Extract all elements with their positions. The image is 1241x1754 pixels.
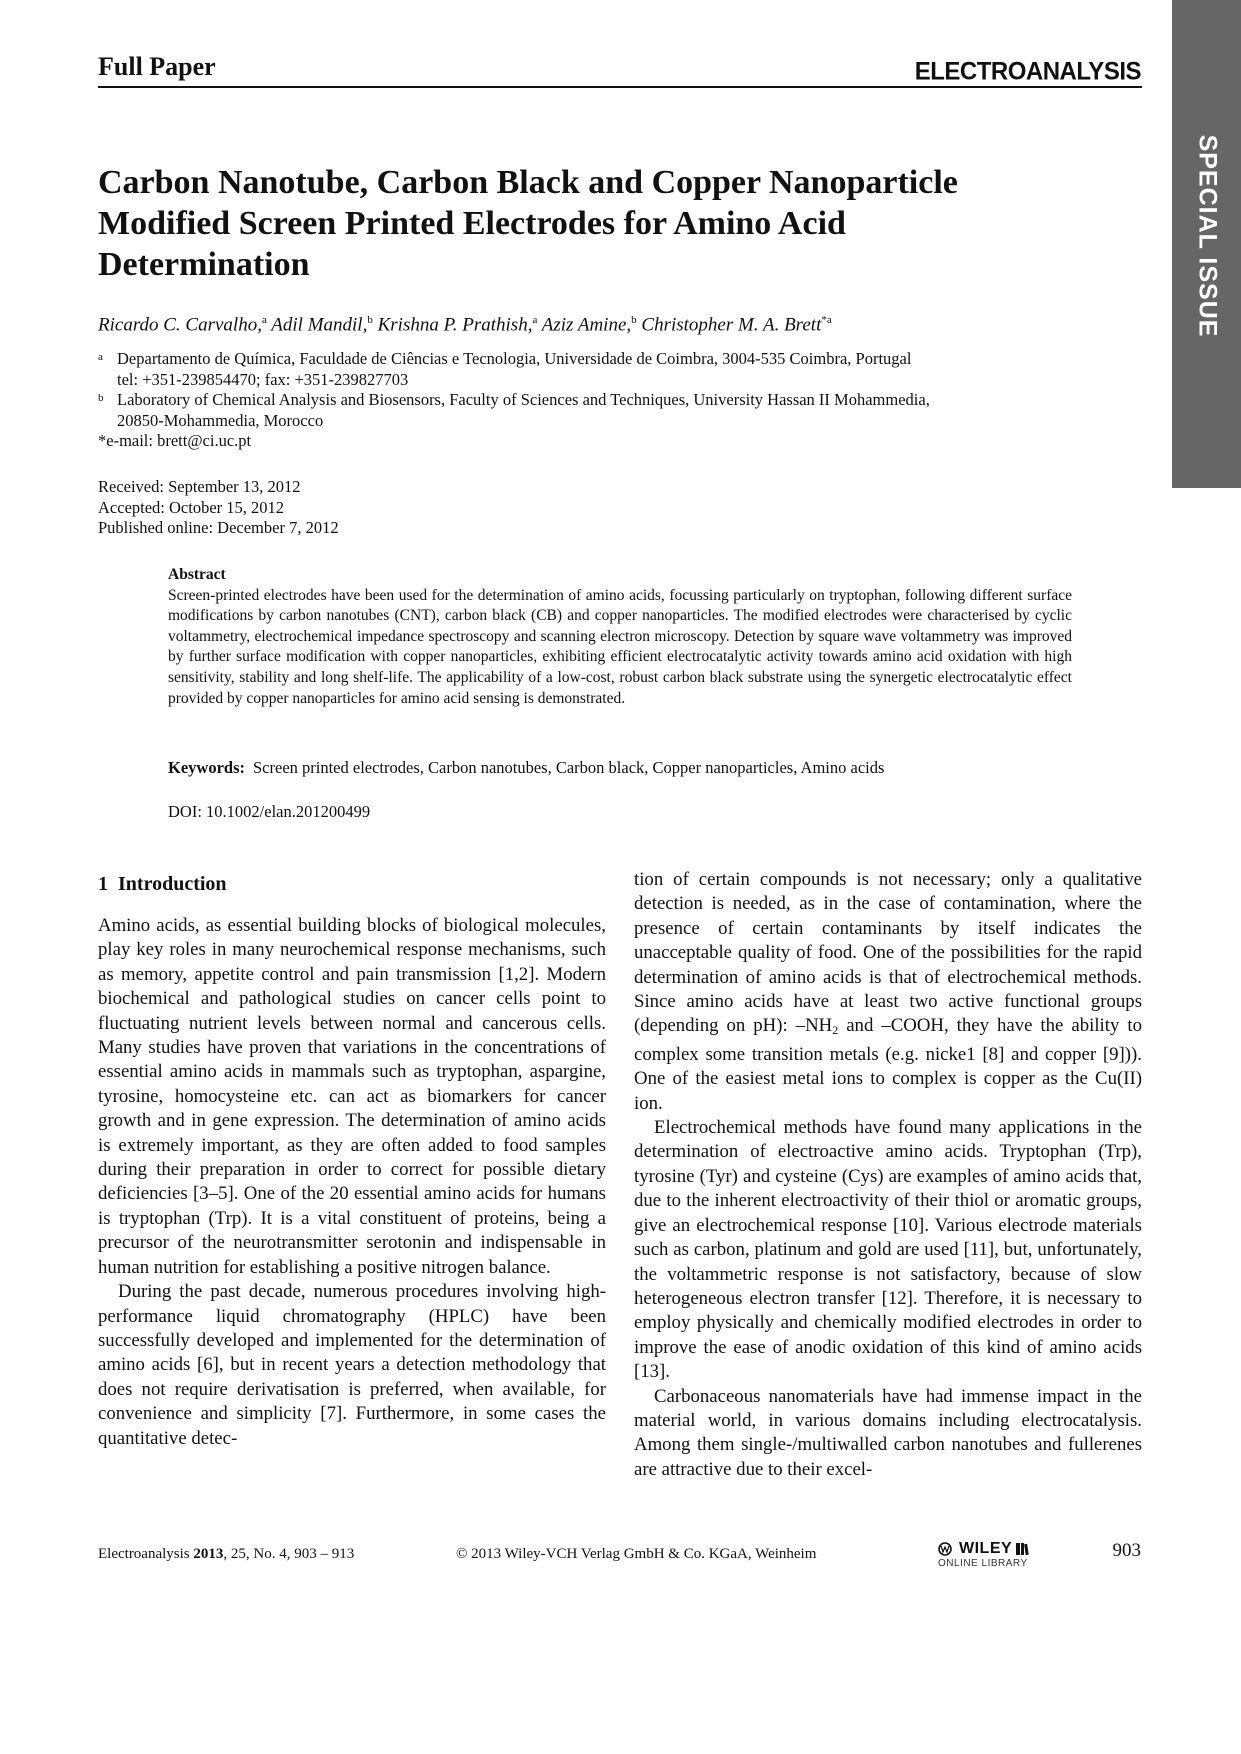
section-heading bbox=[98, 873, 227, 896]
journal-name: ELECTROANALYSIS bbox=[914, 57, 1141, 86]
article-dates bbox=[98, 477, 339, 539]
doi[interactable]: DOI: 10.1002/elan.201200499 bbox=[168, 802, 371, 821]
keywords-list: Screen printed electrodes, Carbon nanotubes, Carbon black, Copper nanoparticles, Amino acids bbox=[253, 758, 885, 777]
affiliation-a bbox=[98, 349, 1088, 390]
published-date: Published online: December 7, 2012 bbox=[98, 518, 339, 537]
author: Krishna P. Prathish, bbox=[377, 314, 533, 336]
email[interactable]: *e-mail: brett@ci.uc.pt bbox=[98, 431, 252, 450]
page-number: 903 bbox=[1112, 1540, 1141, 1561]
paragraph-part: tion of certain compounds is not necessary; only a qualitative detection is needed, as in the case of contamination, where the presence of certain contaminants by itself indicates the unacceptable quality of food. One of the possibilities for the rapid determination of amino acids is that of electrochemical methods. Since amino acids have at least two active functional groups (depending on pH): –NH bbox=[634, 869, 1142, 1037]
affiliation-mark: b bbox=[98, 392, 104, 404]
affiliation-line: Departamento de Química, Faculdade de Ciências e Tecnologia, Universidade de Coimbra, 3004-535 Coimbra, Portugal bbox=[117, 349, 912, 368]
author-affiliation-mark: b bbox=[631, 314, 637, 326]
section-title: Introduction bbox=[118, 873, 227, 895]
affiliation-line: 20850-Mohammedia, Morocco bbox=[117, 410, 324, 430]
special-issue-label: SPECIAL ISSUE bbox=[1193, 134, 1221, 338]
paragraph: Carbonaceous nanomaterials have had immense impact in the material world, in various domains including electrocatalysis. Among them single-/multiwalled carbon nanotubes and fullerenes are attractive due to their excel- bbox=[634, 1385, 1142, 1480]
author: Adil Mandil, bbox=[271, 314, 368, 336]
author-affiliation-mark: *a bbox=[821, 314, 832, 326]
library-book-icon bbox=[1015, 1542, 1029, 1556]
accepted-date: Accepted: October 15, 2012 bbox=[98, 497, 285, 517]
title-line-2: Modified Screen Printed Electrodes for Amino Acid bbox=[98, 205, 846, 242]
author-affiliation-mark: b bbox=[367, 314, 373, 326]
wiley-emblem-icon bbox=[938, 1542, 956, 1556]
author-affiliation-mark: a bbox=[532, 314, 538, 326]
affiliation-mark: a bbox=[98, 351, 103, 363]
paragraph: Amino acids, as essential building blocks of biological molecules, play key roles in many neurochemical response mechanisms, such as memory, appetite control and pain transmission [1,2]. Modern biochemical and pathological studies on cancer cells point to fluctuating nutrient levels between normal and cancerous cells. Many studies have proven that variations in the concentrations of essential amino acids in mammals such as tryptophan, aspargine, tyrosine, homocysteine etc. can act as biomarkers for cancer growth and in gene expression. The determination of amino acids is extremely important, as they are often added to food samples during their preparation in order to correct for possible dietary deficiencies [3–5]. One of the 20 essential amino acids for humans is tryptophan (Trp). It is a vital constituent of proteins, being a precursor of the neurotransmitter serotonin and indispensable in human nutrition for establishing a positive nitrogen balance. bbox=[98, 915, 606, 1278]
article-title bbox=[98, 162, 1058, 285]
subscript: 2 bbox=[832, 1023, 839, 1038]
author: Ricardo C. Carvalho, bbox=[98, 314, 262, 336]
title-line-1: Carbon Nanotube, Carbon Black and Copper Nanoparticle bbox=[98, 164, 958, 201]
paragraph-part: and –COOH, they have the ability to complex some transition metals (e.g. nicke1 [8] and copper [9])). One of the easiest metal ions to complex is copper as the Cu(II) ion. bbox=[634, 1015, 1142, 1114]
author-affiliation-mark: a bbox=[261, 314, 267, 326]
author: Christopher M. A. Brett bbox=[641, 314, 822, 336]
section-number: 1 bbox=[98, 873, 108, 895]
paragraph bbox=[634, 868, 1142, 1116]
footer-journal: Electroanalysis bbox=[98, 1546, 190, 1562]
logo-wordmark: WILEY bbox=[959, 1540, 1013, 1557]
received-date: Received: September 13, 2012 bbox=[98, 477, 301, 496]
affiliations bbox=[98, 349, 1088, 452]
abstract bbox=[168, 565, 1072, 709]
wiley-logo[interactable] bbox=[938, 1540, 1030, 1574]
affiliation-line: Laboratory of Chemical Analysis and Biosensors, Faculty of Sciences and Techniques, University Hassan II Mohammedia, bbox=[117, 390, 930, 409]
affiliation-contact: tel: +351-239854470; fax: +351-239827703 bbox=[117, 369, 409, 389]
footer-volume: , 25, No. 4, 903 – 913 bbox=[223, 1546, 355, 1562]
footer-copyright: © 2013 Wiley-VCH Verlag GmbH & Co. KGaA, Weinheim bbox=[456, 1546, 817, 1562]
abstract-text: Screen-printed electrodes have been used for the determination of amino acids, focussing particularly on tryptophan, following different surface modifications by carbon nanotubes (CNT), carbon black (CB) and copper nanoparticles. The modified electrodes were characterised by cyclic voltammetry, electrochemical impedance spectroscopy and scanning electron microscopy. Detection by square wave voltammetry was improved by further surface modification with copper nanoparticles, exhibiting efficient electrocatalytic activity towards amino acid oxidation with high sensitivity, stability and long shelf-life. The applicability of a low-cost, robust carbon black substrate using the synergetic electrocatalytic effect provided by copper nanoparticles for amino acid sensing is demonstrated. bbox=[168, 586, 1072, 707]
author-list bbox=[98, 314, 1098, 336]
logo-subtitle: ONLINE LIBRARY bbox=[938, 1558, 1028, 1569]
section-label: Full Paper bbox=[98, 52, 216, 81]
header-rule bbox=[98, 86, 1142, 88]
affiliation-b bbox=[98, 390, 1088, 431]
right-column bbox=[634, 868, 1142, 1482]
special-issue-tab bbox=[1172, 0, 1241, 488]
keywords bbox=[168, 758, 1072, 778]
footer-year: 2013 bbox=[193, 1546, 224, 1562]
keywords-label: Keywords: bbox=[168, 758, 245, 777]
paragraph: During the past decade, numerous procedures involving high-performance liquid chromatography (HPLC) have been successfully developed and implemented for the determination of amino acids [6], but in recent years a detection methodology that does not require derivatisation is preferred, when available, for convenience and simplicity [7]. Furthermore, in some cases the quantitative detec- bbox=[98, 1281, 606, 1449]
footer-citation bbox=[98, 1546, 354, 1563]
title-line-3: Determination bbox=[98, 246, 310, 283]
left-column bbox=[98, 914, 606, 1451]
author: Aziz Amine, bbox=[541, 314, 632, 336]
abstract-heading: Abstract bbox=[168, 566, 226, 583]
paragraph: Electrochemical methods have found many applications in the determination of electroactive amino acids. Tryptophan (Trp), tyrosine (Tyr) and cysteine (Cys) are examples of amino acids that, due to the inherent electroactivity of their thiol or aromatic groups, give an electrochemical response [10]. Various electrode materials such as carbon, platinum and gold are used [11], but, unfortunately, the voltammetric response is not satisfactory, because of slow heterogeneous electron transfer [12]. Therefore, it is necessary to employ physically and chemically modified electrodes in order to improve the ease of anodic oxidation of this kind of amino acids [13]. bbox=[634, 1117, 1142, 1383]
